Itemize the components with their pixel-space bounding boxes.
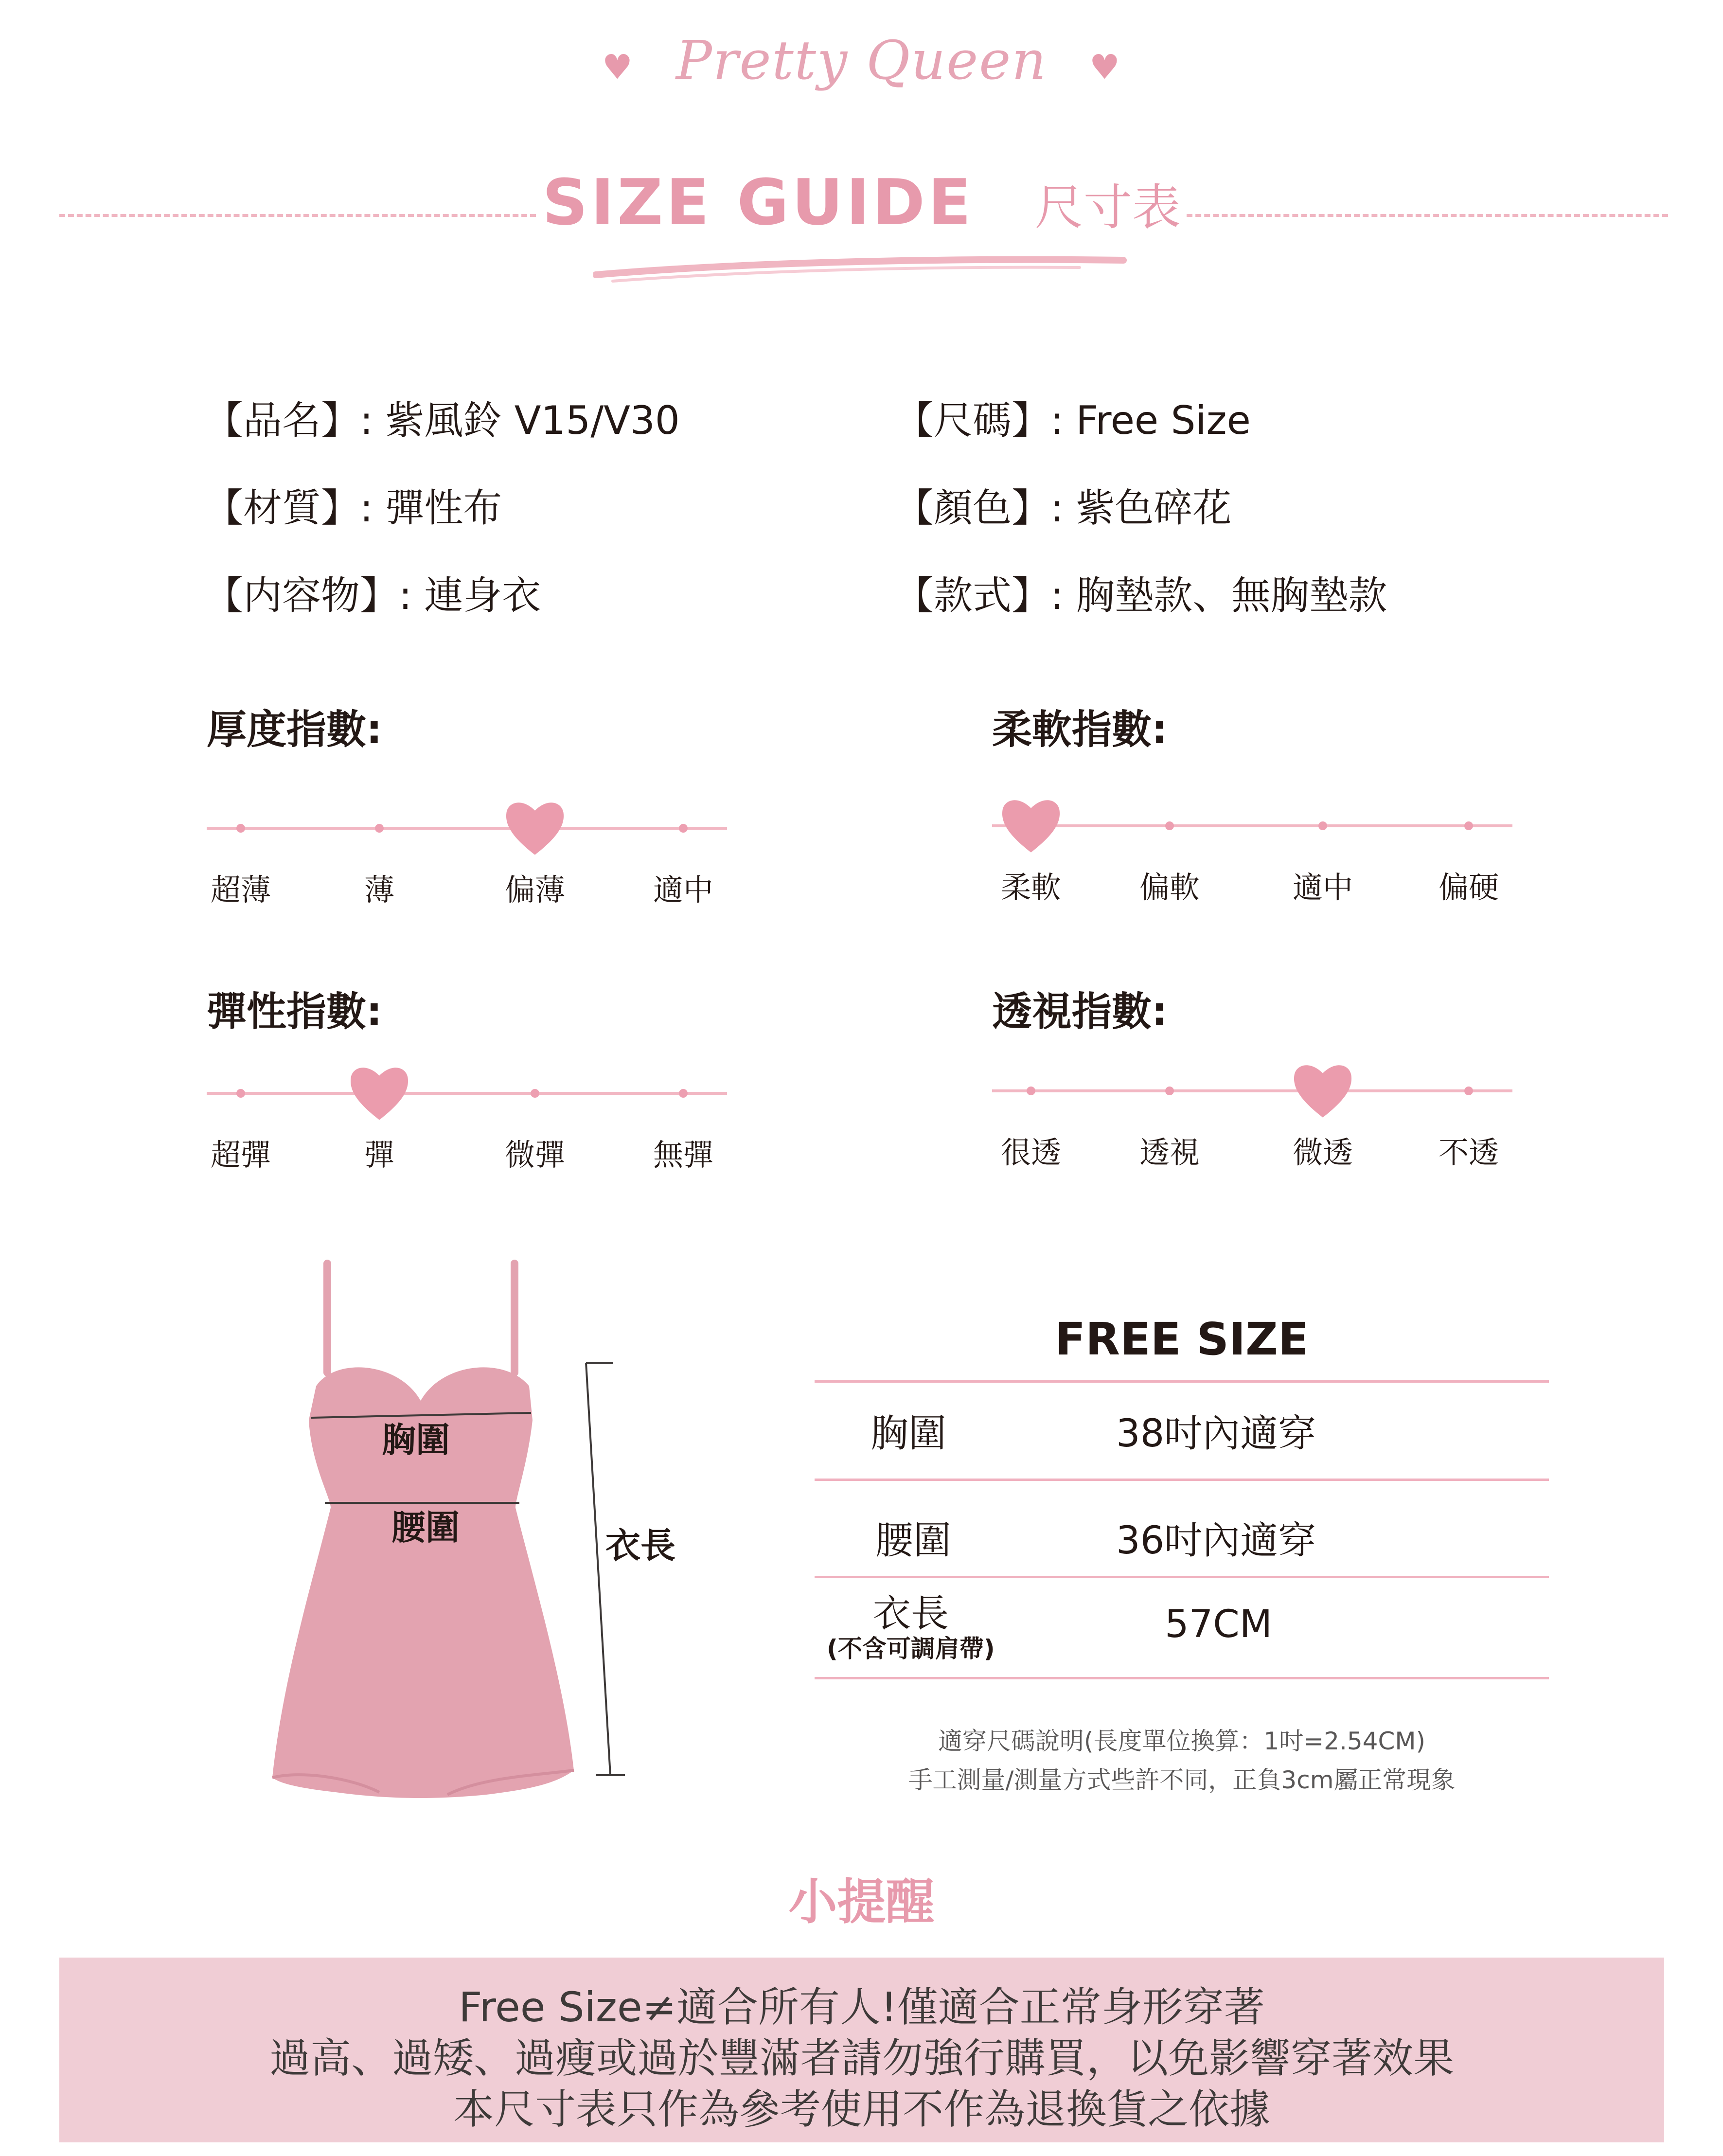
table-divider <box>815 1677 1549 1679</box>
thickness-selected-heart-icon <box>503 797 567 860</box>
chest-label: 胸圍 <box>382 1420 450 1460</box>
thickness-scale-dot <box>375 824 384 833</box>
thickness-scale-label: 適中 <box>653 872 713 908</box>
thickness-scale-label: 偏薄 <box>504 872 565 908</box>
reminder-line: 過高、過矮、過瘦或過於豐滿者請勿強行購買，以免影響穿著效果 <box>269 2034 1454 2082</box>
transparency-scale-label: 透視 <box>1139 1135 1200 1170</box>
row-length-value: 57CM <box>1165 1603 1273 1646</box>
row-chest-value: 38吋內適穿 <box>1116 1412 1316 1456</box>
transparency-scale-label: 很透 <box>1000 1135 1061 1170</box>
softness-scale-label: 偏硬 <box>1438 870 1499 905</box>
row-waist-value: 36吋內適穿 <box>1116 1519 1316 1563</box>
info-style <box>895 564 1387 620</box>
size-table-header: FREE SIZE <box>1055 1313 1309 1365</box>
table-divider <box>815 1380 1549 1383</box>
transparency-selected-heart-icon <box>1291 1059 1354 1123</box>
info-value: : Free Size <box>1050 398 1251 443</box>
elasticity-scale-dot <box>531 1089 539 1098</box>
info-label: 【内容物】 <box>204 573 399 618</box>
brand-name: Pretty Queen <box>675 29 1048 91</box>
transparency-scale-line <box>992 1089 1512 1092</box>
info-value: : 胸墊款、無胸墊款 <box>1050 573 1387 618</box>
transparency-scale-label: 微透 <box>1292 1135 1353 1170</box>
info-label: 【款式】 <box>895 573 1050 618</box>
info-value: : 紫色碎花 <box>1050 485 1232 531</box>
note-line: 適穿尺碼說明(長度單位換算：1吋=2.54CM) <box>938 1727 1426 1755</box>
elasticity-scale-label: 彈 <box>364 1137 394 1173</box>
reminder-line: 本尺寸表只作為參考使用不作為退換貨之依據 <box>453 2085 1270 2133</box>
softness-scale-dot <box>1165 821 1174 830</box>
page-title <box>0 165 1723 239</box>
reminder-line: Free Size≠適合所有人!僅適合正常身形穿著 <box>459 1983 1265 2031</box>
transparency-scale-dot <box>1027 1087 1035 1095</box>
reminder-title: 小提醒 <box>788 1873 935 1930</box>
table-divider <box>815 1479 1549 1481</box>
elasticity-index-title: 彈性指數: <box>207 989 382 1035</box>
title-underline-brush <box>593 248 1128 287</box>
table-divider <box>815 1576 1549 1578</box>
elasticity-scale-dot <box>679 1089 688 1098</box>
elasticity-selected-heart-icon <box>348 1062 411 1125</box>
transparency-scale-dot <box>1464 1087 1473 1095</box>
info-size <box>895 389 1251 445</box>
thickness-scale-dot <box>679 824 688 833</box>
length-measure <box>574 1357 642 1785</box>
elasticity-scale-line <box>207 1092 727 1095</box>
softness-scale-line <box>992 824 1512 827</box>
info-label: 【品名】 <box>204 398 360 443</box>
softness-scale-label: 柔軟 <box>1000 870 1061 905</box>
row-length-name: 衣長 <box>873 1592 949 1636</box>
info-label: 【顏色】 <box>895 485 1050 531</box>
brand-header <box>0 29 1723 91</box>
transparency-scale-label: 不透 <box>1438 1135 1499 1170</box>
dress-strap-left <box>323 1260 331 1376</box>
info-color <box>895 477 1231 533</box>
info-label: 【材質】 <box>204 485 360 531</box>
thickness-scale-label: 薄 <box>364 872 394 908</box>
reminder-box <box>59 1958 1664 2142</box>
softness-scale-dot <box>1318 821 1327 830</box>
transparency-index-title: 透視指數: <box>992 989 1168 1035</box>
softness-scale-label: 偏軟 <box>1139 870 1200 905</box>
note-line: 手工測量/測量方式些許不同，正負3cm屬正常現象 <box>908 1766 1456 1794</box>
elasticity-scale-label: 超彈 <box>210 1137 271 1173</box>
waist-label: 腰圍 <box>391 1508 460 1548</box>
thickness-index-title: 厚度指數: <box>207 707 382 753</box>
info-value: : 彈性布 <box>360 485 502 531</box>
softness-index-title: 柔軟指數: <box>992 707 1168 753</box>
heart-icon: ♥ <box>1089 47 1121 87</box>
title-zh: 尺寸表 <box>1034 179 1181 236</box>
elasticity-scale-label: 無彈 <box>653 1137 713 1173</box>
info-label: 【尺碼】 <box>895 398 1050 443</box>
title-en: SIZE GUIDE <box>542 165 974 239</box>
thickness-scale-label: 超薄 <box>210 872 271 908</box>
info-value: : 紫風鈴 V15/V30 <box>360 398 680 443</box>
elasticity-scale-label: 微彈 <box>504 1137 565 1173</box>
softness-scale-dot <box>1464 821 1473 830</box>
thickness-scale-dot <box>236 824 245 833</box>
heart-icon: ♥ <box>602 47 634 87</box>
softness-scale-label: 適中 <box>1292 870 1353 905</box>
thickness-scale-line <box>207 827 727 830</box>
transparency-scale-dot <box>1165 1087 1174 1095</box>
dress-strap-right <box>511 1260 518 1376</box>
info-value: : 連身衣 <box>399 573 541 618</box>
elasticity-scale-dot <box>236 1089 245 1098</box>
row-chest-name: 胸圍 <box>870 1412 947 1456</box>
info-material <box>204 477 502 533</box>
info-contents <box>204 564 541 620</box>
row-waist-name: 腰圍 <box>875 1519 952 1563</box>
softness-selected-heart-icon <box>999 794 1063 857</box>
length-label: 衣長 <box>605 1525 676 1566</box>
row-length-sub: (不含可調肩帶) <box>827 1635 995 1663</box>
info-name <box>204 389 680 445</box>
